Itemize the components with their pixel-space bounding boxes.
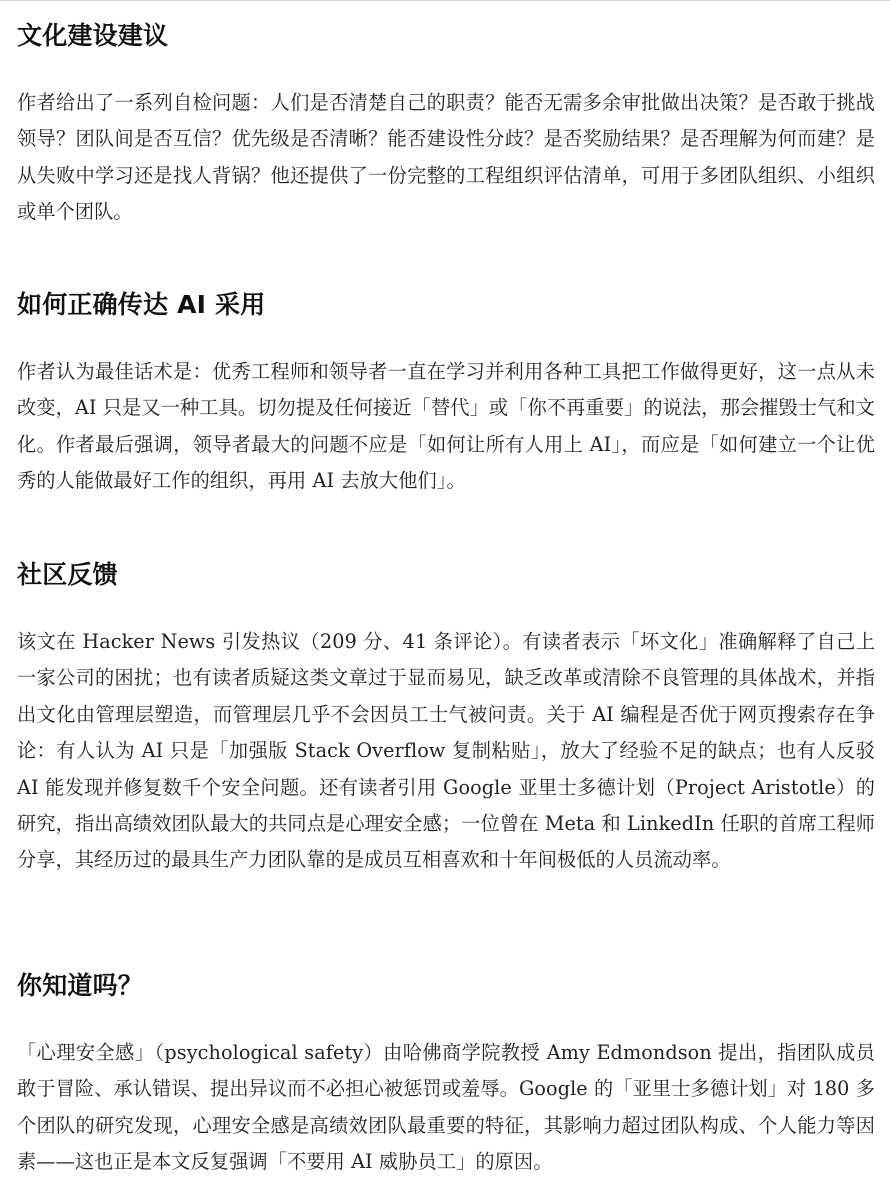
section-heading: 你知道吗？ — [17, 971, 144, 1000]
section-paragraph: 「心理安全感」（psychological safety）由哈佛商学院教授 Amy Edmondson 提出，指团队成员敢于冒险、承认错误、提出异议而不必担心被惩罚或羞辱。Google 的「亚里士多德计划」对 180 多个团队的研究发现，心理安全感是高绩效团队最重要的特征，其影响力超过团队构成、个人能力等因素——这也正是本文反复强调「不要用 AI 威胁员工」的原因。 — [17, 1041, 875, 1174]
section-culture-building — [17, 19, 875, 231]
section-paragraph: 作者认为最佳话术是：优秀工程师和领导者一直在学习并利用各种工具把工作做得更好，这一点从未改变，AI 只是又一种工具。切勿提及任何接近「替代」或「你不再重要」的说法，那会摧毁士气和文化。作者最后强调，领导者最大的问题不应是「如何让所有人用上 AI」，而应是「如何建立一个让优秀的人能做最好工作的组织，再用 AI 去放大他们」。 — [17, 360, 875, 493]
section-heading: 如何正确传达 AI 采用 — [17, 290, 266, 319]
section-heading: 社区反馈 — [17, 560, 118, 589]
section-heading: 文化建设建议 — [17, 21, 169, 50]
section-did-you-know — [17, 969, 875, 1181]
section-paragraph: 该文在 Hacker News 引发热议（209 分、41 条评论）。有读者表示「坏文化」准确解释了自己上一家公司的困扰；也有读者质疑这类文章过于显而易见，缺乏改革或清除不良管理的具体战术，并指出文化由管理层塑造，而管理层几乎不会因员工士气被问责。关于 AI 编程是否优于网页搜索存在争论：有人认为 AI 只是「加强版 Stack Overflow 复制粘贴」，放大了经验不足的缺点；也有人反驳 AI 能发现并修复数千个安全问题。还有读者引用 Google 亚里士多德计划（Project Aristotle）的研究，指出高绩效团队最大的共同点是心理安全感；一位曾在 Meta 和 LinkedIn 任职的首席工程师分享，其经历过的最具生产力团队靠的是成员互相喜欢和十年间极低的人员流动率。 — [17, 630, 875, 872]
section-community-feedback — [17, 558, 875, 879]
section-ai-adoption — [17, 288, 875, 500]
section-paragraph: 作者给出了一系列自检问题：人们是否清楚自己的职责？能否无需多余审批做出决策？是否敢于挑战领导？团队间是否互信？优先级是否清晰？能否建设性分歧？是否奖励结果？是否理解为何而建？是从失败中学习还是找人背锅？他还提供了一份完整的工程组织评估清单，可用于多团队组织、小组织或单个团队。 — [17, 91, 875, 224]
